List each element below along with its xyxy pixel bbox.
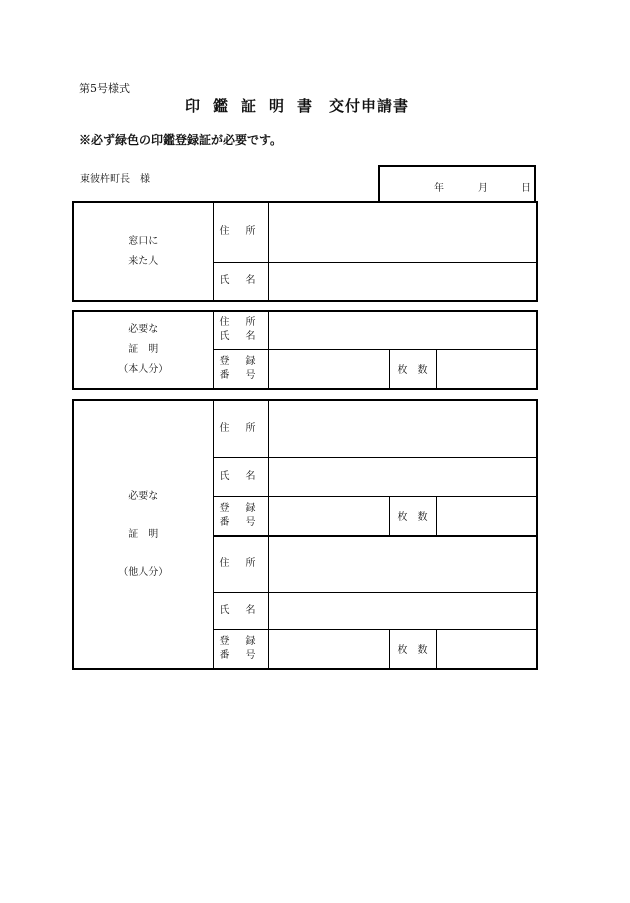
visitor-name-label: 氏 名 [213, 262, 268, 301]
visitor-section [72, 201, 538, 302]
self-header-line2: 証 明 [128, 344, 159, 355]
date-month-label: 月 [478, 183, 488, 194]
self-header [73, 311, 213, 389]
form-number: 第5号様式 [79, 82, 130, 95]
other1-address-label: 住 所 [213, 400, 268, 457]
visitor-header-line1: 窓口に [128, 235, 159, 247]
other1-address-field[interactable] [268, 400, 537, 457]
self-section [72, 310, 538, 390]
date-box[interactable] [378, 165, 536, 201]
visitor-header [73, 202, 213, 301]
self-copies-field[interactable] [436, 349, 537, 389]
date-year-label: 年 [434, 183, 444, 194]
visitor-address-label: 住 所 [213, 202, 268, 262]
other2-copies-label: 枚 数 [389, 629, 436, 669]
other2-name-label: 氏 名 [213, 592, 268, 629]
self-copies-label: 枚 数 [389, 349, 436, 389]
date-day-label: 日 [521, 183, 531, 194]
self-header-line1: 必要な [128, 324, 159, 335]
other1-reg-number-label: 登 録 番 号 [213, 496, 268, 536]
other2-copies-field[interactable] [436, 629, 537, 669]
self-address-name-label: 住 所 氏 名 [213, 311, 268, 349]
self-address-name-field[interactable] [268, 311, 537, 349]
other-header-line1: 必要な [128, 490, 159, 502]
other-header [73, 400, 213, 669]
title-main: 印鑑証明書 [185, 97, 326, 115]
other2-address-label: 住 所 [213, 536, 268, 592]
green-card-notice: ※必ず緑色の印鑑登録証が必要です。 [79, 133, 283, 147]
visitor-name-field[interactable] [268, 262, 537, 301]
other-section [72, 399, 538, 670]
visitor-address-field[interactable] [268, 202, 537, 262]
self-reg-number-label: 登 録 番 号 [213, 349, 268, 389]
self-header-line3: （本人分） [118, 364, 169, 375]
other2-address-field[interactable] [268, 536, 537, 592]
form-title [185, 95, 409, 116]
other2-reg-number-label: 登 録 番 号 [213, 629, 268, 669]
other2-name-field[interactable] [268, 592, 537, 629]
title-sub: 交付申請書 [329, 97, 410, 115]
other1-copies-label: 枚 数 [389, 496, 436, 536]
other1-reg-number-field[interactable] [268, 496, 389, 536]
other2-reg-number-field[interactable] [268, 629, 389, 669]
other1-name-label: 氏 名 [213, 457, 268, 496]
other1-copies-field[interactable] [436, 496, 537, 536]
other-header-line2: 証 明 [128, 528, 159, 540]
addressee: 東彼杵町長 様 [80, 174, 150, 185]
other1-name-field[interactable] [268, 457, 537, 496]
other-header-line3: （他人分） [118, 566, 169, 578]
visitor-header-line2: 来た人 [128, 255, 159, 267]
self-reg-number-field[interactable] [268, 349, 389, 389]
